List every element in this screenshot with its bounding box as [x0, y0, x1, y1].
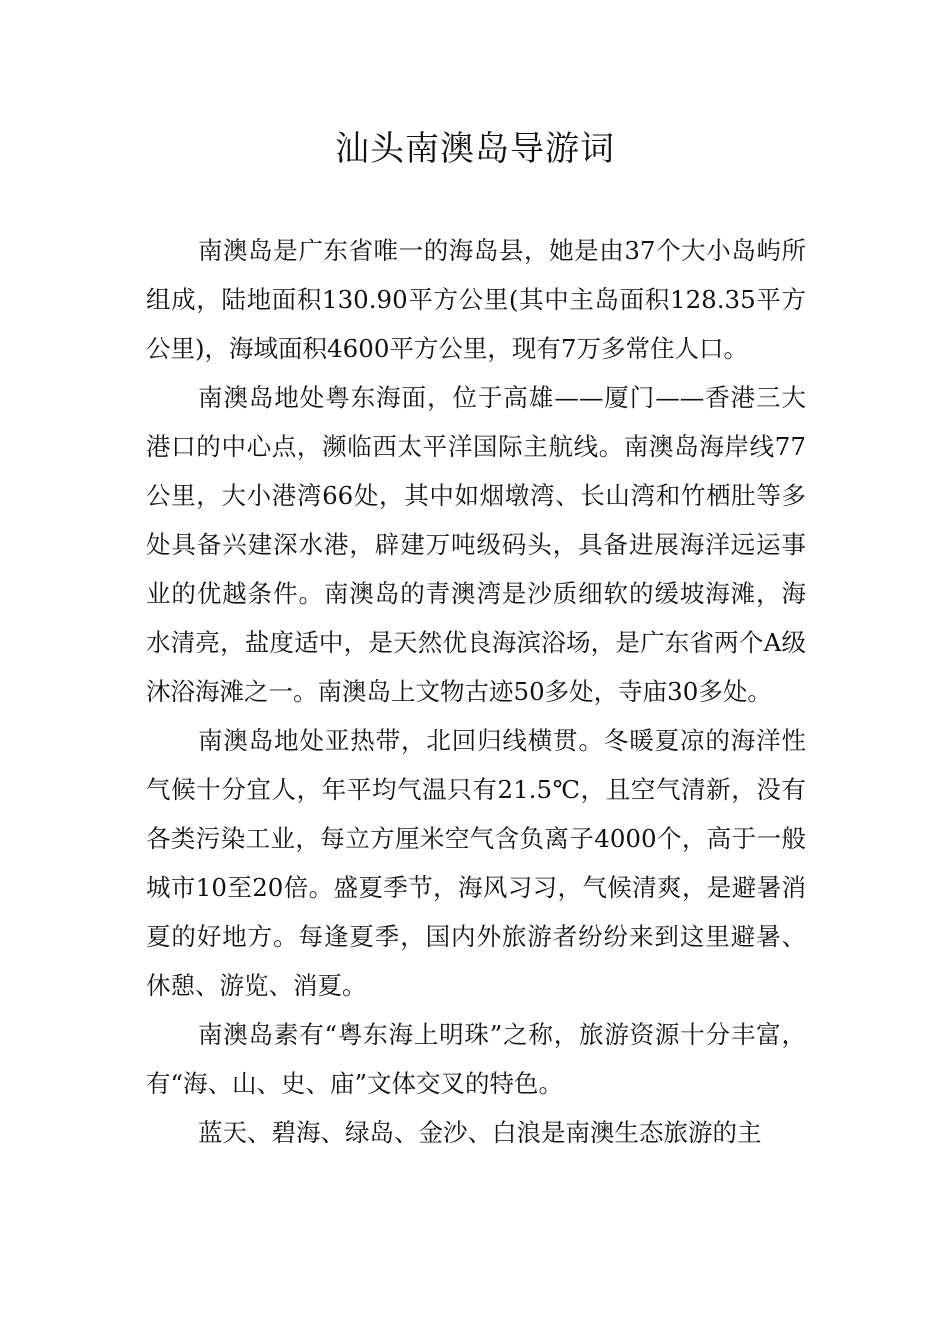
- paragraph-island-overview: 南澳岛是广东省唯一的海岛县，她是由37个大小岛屿所组成，陆地面积130.90平方公里(其中主岛面积128.35平方公里)，海域面积4600平方公里，现有7万多常住人口。: [146, 236, 806, 363]
- document-body: [146, 226, 806, 1157]
- paragraph-ecotourism: 蓝天、碧海、绿岛、金沙、白浪是南澳生态旅游的主: [198, 1118, 762, 1147]
- document-title: 汕头南澳岛导游词: [335, 129, 615, 169]
- paragraph-tourism-resources: 南澳岛素有“粤东海上明珠”之称，旅游资源十分丰富，有“海、山、史、庙”文体交叉的特色。: [146, 1020, 806, 1098]
- paragraph-location-harbors: 南澳岛地处粤东海面，位于高雄——厦门——香港三大港口的中心点，濒临西太平洋国际主航线。南澳岛海岸线77公里，大小港湾66处，其中如烟墩湾、长山湾和竹栖肚等多处具备兴建深水港，辟建万吨级码头，具备进展海洋远运事业的优越条件。南澳岛的青澳湾是沙质细软的缓坡海滩，海水清亮，盐度适中，是天然优良海滨浴场，是广东省两个A级沐浴海滩之一。南澳岛上文物古迹50多处，寺庙30多处。: [146, 383, 806, 706]
- paragraph-climate: 南澳岛地处亚热带，北回归线横贯。冬暖夏凉的海洋性气候十分宜人，年平均气温只有21.5℃，且空气清新，没有各类污染工业，每立方厘米空气含负离子4000个，高于一般城市10至20倍。盛夏季节，海风习习，气候清爽，是避暑消夏的好地方。每逢夏季，国内外旅游者纷纷来到这里避暑、休憩、游览、消夏。: [146, 726, 806, 1000]
